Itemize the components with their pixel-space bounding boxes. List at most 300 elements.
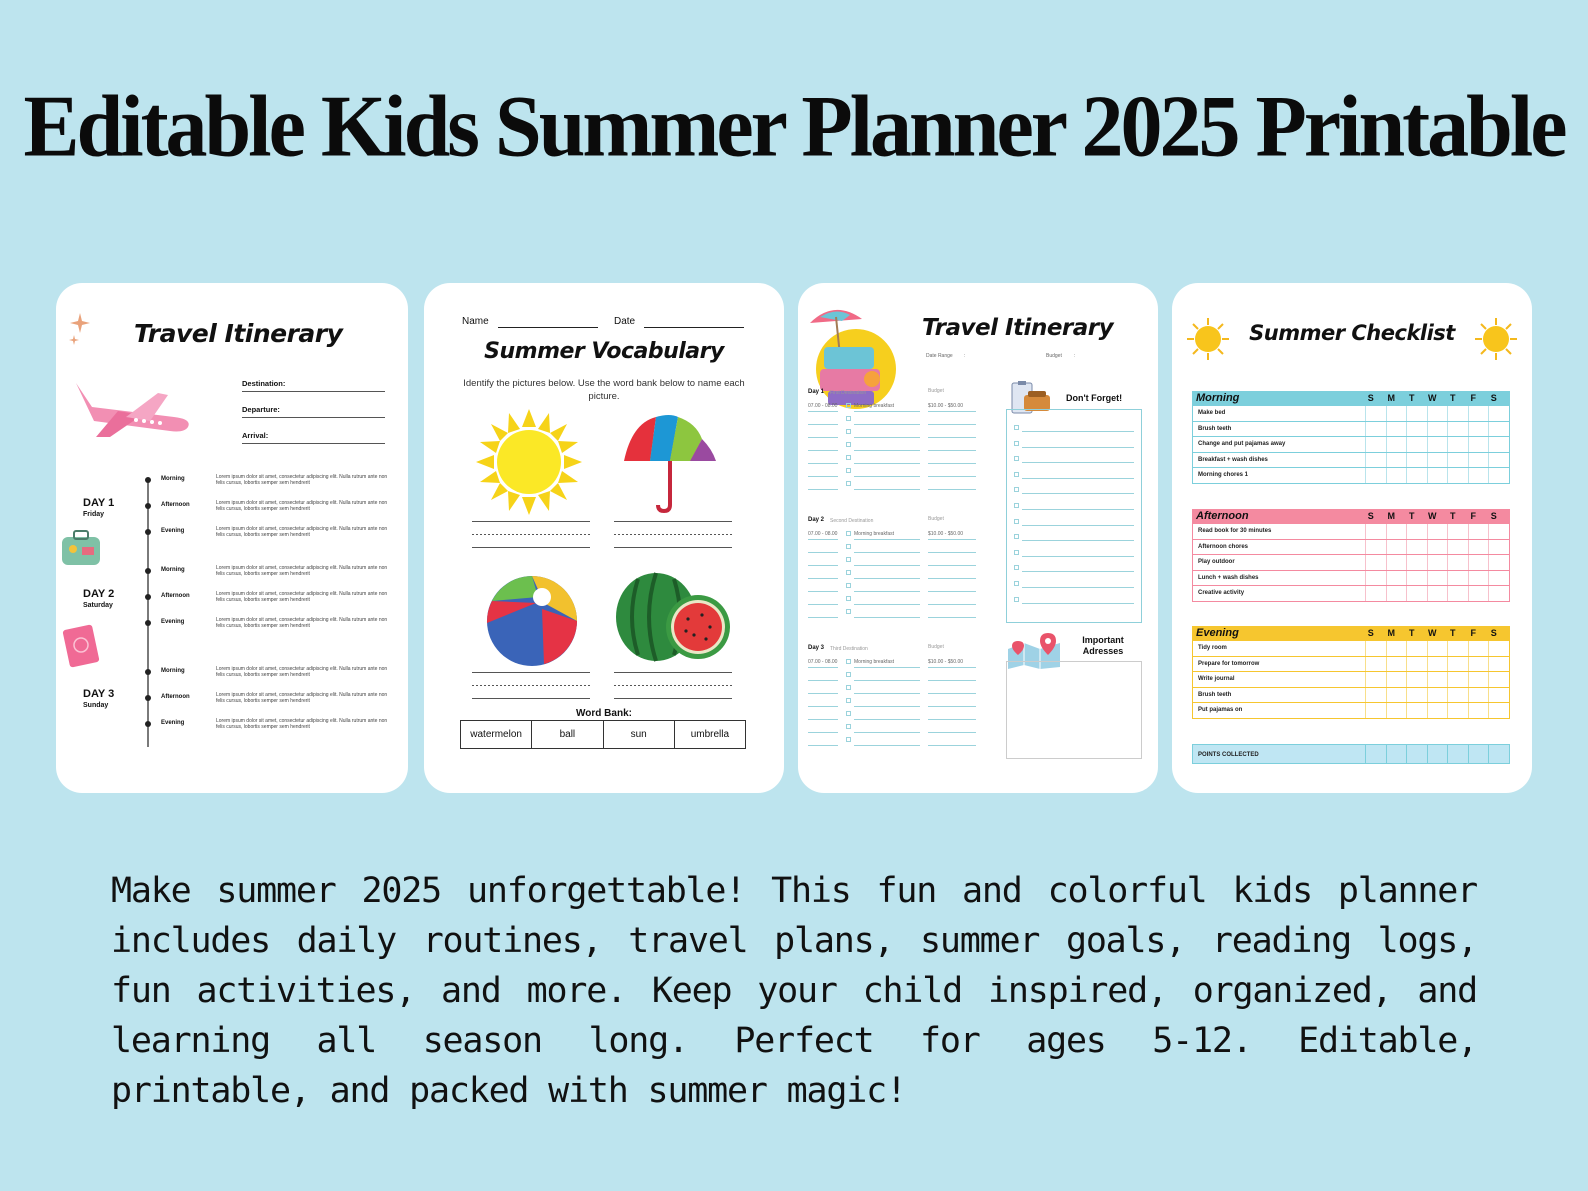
word: ball xyxy=(532,721,603,748)
checkbox xyxy=(1014,597,1019,602)
day-letter: W xyxy=(1428,628,1437,638)
slot-label: Evening xyxy=(161,720,185,726)
budget-line xyxy=(928,680,976,681)
checklist-item xyxy=(1192,641,1510,657)
checkbox xyxy=(846,481,851,486)
budget-line xyxy=(928,565,976,566)
day-letter: S xyxy=(1367,628,1374,638)
time-label: 07.00 - 08.00 xyxy=(808,659,838,665)
section-header xyxy=(1192,509,1510,524)
day-checkboxes xyxy=(1365,524,1509,539)
item-label: Afternoon chores xyxy=(1198,543,1249,550)
summer-vocabulary-preview xyxy=(424,283,784,793)
budget-line xyxy=(928,463,976,464)
summer-checklist-preview xyxy=(1172,283,1532,793)
day-cell xyxy=(1427,524,1448,539)
time-line xyxy=(808,411,838,412)
day-cell xyxy=(1365,437,1386,452)
day-cell xyxy=(1447,657,1468,672)
day-cell xyxy=(1365,453,1386,468)
day-letter: T xyxy=(1450,393,1456,403)
activity-line xyxy=(854,424,920,425)
day-checkboxes xyxy=(1365,586,1509,601)
weekday-label: Sunday xyxy=(83,702,109,709)
time-line xyxy=(808,476,838,477)
checkbox xyxy=(846,609,851,614)
day-cell xyxy=(1427,657,1448,672)
budget-line xyxy=(928,450,976,451)
activity-line xyxy=(854,667,920,668)
slot-text: Lorem ipsum dolor sit amet, consectetur adipiscing elit. Nulla rutrum ante non felis cursus, lobortis semper sem hendrerit xyxy=(216,666,388,678)
checklist-item xyxy=(1192,555,1510,571)
budget-line xyxy=(928,667,976,668)
umbrella-icon xyxy=(620,409,720,515)
checklist-item xyxy=(1192,688,1510,704)
checkbox xyxy=(1014,425,1019,430)
day-cell xyxy=(1468,422,1489,437)
activity-line xyxy=(854,578,920,579)
day-cell xyxy=(1365,641,1386,656)
checkbox xyxy=(846,468,851,473)
day-letter: F xyxy=(1470,628,1476,638)
day-checkboxes xyxy=(1365,437,1509,452)
day-cell xyxy=(1468,703,1489,718)
day-cell xyxy=(1468,657,1489,672)
time-line xyxy=(808,604,838,605)
section-title: Evening xyxy=(1196,627,1239,639)
travel-itinerary-budget-preview: Travel Itinerary Date Range : Budget : Day 1 First Destination Budget 07.00 - 08.00 Morning breakfast $10.00 - $50.00 Day 2 Second Destination Budget 07.00 - 08.00 Morning breakfast $10.00 - $50.00 Day 3 Third Destination Budget 07.00 - 08.00 Morning breakfast $10.00 - $50.00 Don't Forget! Important Adresses xyxy=(798,283,1158,793)
dont-forget-box xyxy=(1006,409,1142,623)
day-letter: T xyxy=(1450,628,1456,638)
passport-icon xyxy=(60,623,102,669)
checkbox xyxy=(846,531,851,536)
checklist-item xyxy=(1192,437,1510,453)
day-cell xyxy=(1365,406,1386,421)
day-cell xyxy=(1488,524,1509,539)
checklist-item xyxy=(1192,703,1510,719)
day-cell xyxy=(1386,468,1407,483)
time-line xyxy=(808,693,838,694)
checklist-item xyxy=(1192,586,1510,602)
slot-label: Afternoon xyxy=(161,694,190,700)
section-header xyxy=(1192,626,1510,641)
day-cell xyxy=(1386,657,1407,672)
budget-line xyxy=(928,489,976,490)
slot-text: Lorem ipsum dolor sit amet, consectetur adipiscing elit. Nulla rutrum ante non felis cursus, lobortis semper sem hendrerit xyxy=(216,718,388,730)
checklist-item xyxy=(1192,571,1510,587)
day-cell xyxy=(1468,524,1489,539)
sun-right-icon xyxy=(1474,317,1518,361)
day-checkboxes xyxy=(1365,453,1509,468)
budget-line xyxy=(928,706,976,707)
day-checkboxes xyxy=(1365,672,1509,687)
day-cell xyxy=(1488,540,1509,555)
slot-text: Lorem ipsum dolor sit amet, consectetur adipiscing elit. Nulla rutrum ante non felis cursus, lobortis semper sem hendrerit xyxy=(216,526,388,538)
day-cell xyxy=(1427,688,1448,703)
day-cell xyxy=(1365,524,1386,539)
checkbox xyxy=(1014,472,1019,477)
checkbox xyxy=(1014,534,1019,539)
item-label: Change and put pajamas away xyxy=(1198,441,1286,448)
day-cell xyxy=(1447,524,1468,539)
day-cell xyxy=(1365,571,1386,586)
addresses-box xyxy=(1006,661,1142,759)
field-label: Arrival: xyxy=(242,431,269,440)
day-cell xyxy=(1468,672,1489,687)
day-cell xyxy=(1468,641,1489,656)
day-checkboxes xyxy=(1365,540,1509,555)
check-line xyxy=(1022,571,1134,572)
sun-icon xyxy=(474,407,584,517)
day-cell xyxy=(1447,672,1468,687)
day-checkboxes xyxy=(1365,688,1509,703)
day-cell xyxy=(1406,641,1427,656)
checkbox xyxy=(846,685,851,690)
checkbox xyxy=(846,659,851,664)
checklist-item xyxy=(1192,672,1510,688)
day-cell xyxy=(1386,555,1407,570)
item-label: Put pajamas on xyxy=(1198,707,1243,714)
word: umbrella xyxy=(690,729,730,740)
card-title: Travel Itinerary xyxy=(134,319,343,348)
day-cell xyxy=(1427,555,1448,570)
budget-value: $10.00 - $50.00 xyxy=(928,531,964,537)
day-checkboxes xyxy=(1365,641,1509,656)
day-cell xyxy=(1447,586,1468,601)
checkbox xyxy=(1014,519,1019,524)
time-line xyxy=(808,539,838,540)
item-label: Brush teeth xyxy=(1198,425,1232,432)
section-header xyxy=(1192,391,1510,406)
activity-line xyxy=(854,437,920,438)
checklist-item xyxy=(1192,524,1510,540)
budget-value: $10.00 - $50.00 xyxy=(928,403,964,409)
word: sun xyxy=(604,721,675,748)
time-line xyxy=(808,489,838,490)
day-cell xyxy=(1406,524,1427,539)
checkbox xyxy=(846,442,851,447)
day-cell xyxy=(1365,586,1386,601)
watermelon-icon xyxy=(612,569,730,665)
slot-label: Evening xyxy=(161,619,185,625)
day-cell xyxy=(1488,422,1509,437)
checkbox xyxy=(846,596,851,601)
slot-text: Lorem ipsum dolor sit amet, consectetur adipiscing elit. Nulla rutrum ante non felis cursus, lobortis semper sem hendrerit xyxy=(216,565,388,577)
activity-line xyxy=(854,719,920,720)
checkbox xyxy=(1014,550,1019,555)
day-cell xyxy=(1447,468,1468,483)
day-cell xyxy=(1447,437,1468,452)
day-cell xyxy=(1488,468,1509,483)
day-cell xyxy=(1386,422,1407,437)
day-cell xyxy=(1447,571,1468,586)
budget-line xyxy=(928,539,976,540)
day-cell xyxy=(1427,672,1448,687)
instructions: Identify the pictures below. Use the word bank below to name each picture. xyxy=(463,378,745,402)
day-cell xyxy=(1488,657,1509,672)
slot-text: Lorem ipsum dolor sit amet, consectetur adipiscing elit. Nulla rutrum ante non felis cursus, lobortis semper sem hendrerit xyxy=(216,474,388,486)
day-cell xyxy=(1447,406,1468,421)
day-cell xyxy=(1406,422,1427,437)
day-cell xyxy=(1365,657,1386,672)
day-cell xyxy=(1488,555,1509,570)
activity-line xyxy=(854,604,920,605)
date-range-label: Date Range xyxy=(926,353,953,359)
time-line xyxy=(808,617,838,618)
item-label: Prepare for tomorrow xyxy=(1198,660,1260,667)
day-cell xyxy=(1488,437,1509,452)
day-cell xyxy=(1447,688,1468,703)
name-label: Name xyxy=(462,316,489,327)
time-label: 07.00 - 08.00 xyxy=(808,531,838,537)
day-cell xyxy=(1386,524,1407,539)
points-collected-label: POINTS COLLECTED xyxy=(1198,752,1259,758)
item-label: Brush teeth xyxy=(1198,691,1232,698)
product-description: Make summer 2025 unforgettable! This fun and colorful kids planner includes daily routines, travel plans, summer goals, reading logs, fun activities, and more. Keep your child inspired, organized, and learning all season long. Perfect for ages 5-12. Editable, printable, and packed with summer magic! xyxy=(111,871,1477,1111)
activity-line xyxy=(854,476,920,477)
destination-label: First Destination xyxy=(830,390,867,396)
day-cell xyxy=(1406,571,1427,586)
item-label: Write journal xyxy=(1198,676,1235,683)
day-cell xyxy=(1447,540,1468,555)
time-label: 07.00 - 08.00 xyxy=(808,403,838,409)
check-line xyxy=(1022,603,1134,604)
slot-label: Morning xyxy=(161,476,185,482)
important-addresses-title: Important Adresses xyxy=(1082,635,1124,656)
day-label: DAY 1 xyxy=(83,497,115,509)
budget-line xyxy=(928,732,976,733)
day-cell xyxy=(1365,555,1386,570)
budget-line xyxy=(928,552,976,553)
activity-line xyxy=(854,745,920,746)
time-line xyxy=(808,463,838,464)
slot-label: Morning xyxy=(161,567,185,573)
day-cell xyxy=(1406,468,1427,483)
day-cell xyxy=(1386,453,1407,468)
day-cell xyxy=(1427,571,1448,586)
activity-line xyxy=(854,706,920,707)
checkbox xyxy=(1014,456,1019,461)
day-cell xyxy=(1386,586,1407,601)
budget-line xyxy=(928,693,976,694)
check-line xyxy=(1022,556,1134,557)
checkbox xyxy=(1014,581,1019,586)
day-cell xyxy=(1468,437,1489,452)
check-line xyxy=(1022,462,1134,463)
day-letter: S xyxy=(1490,511,1497,521)
checkbox xyxy=(846,570,851,575)
day-cell xyxy=(1468,555,1489,570)
activity-line xyxy=(854,411,920,412)
day-cell xyxy=(1386,571,1407,586)
day-letter: S xyxy=(1490,628,1497,638)
date-label: Date xyxy=(614,316,636,327)
day-cell xyxy=(1427,406,1448,421)
checkbox xyxy=(1014,503,1019,508)
checkbox xyxy=(846,711,851,716)
budget-line xyxy=(928,745,976,746)
budget-line xyxy=(928,476,976,477)
checkbox xyxy=(846,557,851,562)
destination-label: Third Destination xyxy=(830,646,868,652)
day-cell xyxy=(1406,688,1427,703)
weekday-label: Friday xyxy=(83,511,105,518)
day-cell xyxy=(1427,422,1448,437)
activity-line xyxy=(854,693,920,694)
check-line xyxy=(1022,509,1134,510)
day-cell xyxy=(1406,406,1427,421)
check-line xyxy=(1022,587,1134,588)
day-cell xyxy=(1427,453,1448,468)
word-bank-label: Word Bank: xyxy=(576,708,632,719)
day-cell xyxy=(1386,641,1407,656)
section-title: Afternoon xyxy=(1196,510,1249,522)
checkbox xyxy=(1014,441,1019,446)
day-letter: T xyxy=(1409,628,1415,638)
day-letters xyxy=(1361,391,1505,406)
day-cell xyxy=(1468,571,1489,586)
checkbox xyxy=(846,672,851,677)
slot-label: Afternoon xyxy=(161,593,190,599)
day-checkboxes xyxy=(1365,571,1509,586)
time-line xyxy=(808,745,838,746)
day-cell xyxy=(1386,406,1407,421)
suitcase-icon xyxy=(58,529,104,569)
activity-line xyxy=(854,565,920,566)
item-label: Play outdoor xyxy=(1198,559,1235,566)
checkbox xyxy=(846,416,851,421)
check-line xyxy=(1022,525,1134,526)
day-cell xyxy=(1468,688,1489,703)
day-letters xyxy=(1361,509,1505,524)
section-title: Morning xyxy=(1196,392,1240,404)
budget-line xyxy=(928,437,976,438)
activity-line xyxy=(854,450,920,451)
day-cell xyxy=(1365,422,1386,437)
day-checkboxes xyxy=(1365,406,1509,421)
budget-label: Budget xyxy=(928,388,944,394)
day-cell xyxy=(1406,586,1427,601)
slot-text: Lorem ipsum dolor sit amet, consectetur adipiscing elit. Nulla rutrum ante non felis cursus, lobortis semper sem hendrerit xyxy=(216,500,388,512)
check-line xyxy=(1022,493,1134,494)
day-cell xyxy=(1488,586,1509,601)
activity-line xyxy=(854,617,920,618)
budget-line xyxy=(928,591,976,592)
checklist-item xyxy=(1192,453,1510,469)
day-letter: T xyxy=(1409,393,1415,403)
budget-line xyxy=(928,411,976,412)
time-line xyxy=(808,437,838,438)
day-checkboxes xyxy=(1365,703,1509,718)
day-cell xyxy=(1427,703,1448,718)
day-letter: S xyxy=(1367,511,1374,521)
budget-label: Budget xyxy=(928,516,944,522)
day-letter: F xyxy=(1470,511,1476,521)
weekday-label: Saturday xyxy=(83,602,113,609)
day-cell xyxy=(1365,540,1386,555)
time-line xyxy=(808,578,838,579)
budget-line xyxy=(928,719,976,720)
day-cell xyxy=(1488,688,1509,703)
day-letter: S xyxy=(1490,393,1497,403)
travel-itinerary-preview xyxy=(56,283,408,793)
day-cell xyxy=(1427,586,1448,601)
destination-label: Second Destination xyxy=(830,518,874,524)
time-line xyxy=(808,667,838,668)
checklist-item xyxy=(1192,540,1510,556)
day-cell xyxy=(1406,540,1427,555)
day-cell xyxy=(1365,703,1386,718)
day-label: Day 2 xyxy=(808,517,825,523)
time-line xyxy=(808,680,838,681)
slot-label: Evening xyxy=(161,528,185,534)
slot-text: Lorem ipsum dolor sit amet, consectetur adipiscing elit. Nulla rutrum ante non felis cursus, lobortis semper sem hendrerit xyxy=(216,617,388,629)
activity-line xyxy=(854,680,920,681)
day-label: DAY 3 xyxy=(83,688,115,700)
field-label: Destination: xyxy=(242,379,286,388)
card-title: Summer Checklist xyxy=(1249,321,1455,345)
slot-label: Afternoon xyxy=(161,502,190,508)
time-line xyxy=(808,591,838,592)
budget-line xyxy=(928,604,976,605)
budget-line xyxy=(928,578,976,579)
checkbox xyxy=(846,403,851,408)
budget-line xyxy=(928,424,976,425)
day-cell xyxy=(1427,468,1448,483)
points-collected-row xyxy=(1192,744,1510,764)
day-cell xyxy=(1488,406,1509,421)
time-line xyxy=(808,732,838,733)
activity-line xyxy=(854,463,920,464)
slot-text: Lorem ipsum dolor sit amet, consectetur adipiscing elit. Nulla rutrum ante non felis cursus, lobortis semper sem hendrerit xyxy=(216,692,388,704)
day-label: Day 3 xyxy=(808,645,825,651)
card-title: Summer Vocabulary xyxy=(484,339,724,364)
day-cell xyxy=(1488,453,1509,468)
checklist-item xyxy=(1192,657,1510,673)
checkbox xyxy=(846,583,851,588)
day-cell xyxy=(1447,453,1468,468)
day-cell xyxy=(1427,540,1448,555)
day-letter: F xyxy=(1470,393,1476,403)
day-letters xyxy=(1361,626,1505,641)
day-cell xyxy=(1468,468,1489,483)
day-cell xyxy=(1447,422,1468,437)
day-letter: M xyxy=(1387,628,1395,638)
item-label: Lunch + wash dishes xyxy=(1198,574,1259,581)
activity-line xyxy=(854,489,920,490)
timeline xyxy=(56,283,408,793)
day-cell xyxy=(1447,555,1468,570)
check-line xyxy=(1022,447,1134,448)
item-label: Breakfast + wash dishes xyxy=(1198,456,1268,463)
item-label: Read book for 30 minutes xyxy=(1198,528,1272,534)
activity-line xyxy=(854,552,920,553)
item-label: Make bed xyxy=(1198,410,1226,416)
day-letter: W xyxy=(1428,511,1437,521)
word-bank xyxy=(460,720,746,749)
beach-ball-icon xyxy=(484,573,580,669)
budget-label: Budget xyxy=(1046,353,1062,359)
day-letter: T xyxy=(1450,511,1456,521)
checkbox xyxy=(846,698,851,703)
day-checkboxes xyxy=(1365,422,1509,437)
sun-left-icon xyxy=(1186,317,1230,361)
day-label: DAY 2 xyxy=(83,588,115,600)
checkbox xyxy=(1014,565,1019,570)
time-line xyxy=(808,424,838,425)
item-label: Creative activity xyxy=(1198,590,1245,597)
activity-line xyxy=(854,539,920,540)
